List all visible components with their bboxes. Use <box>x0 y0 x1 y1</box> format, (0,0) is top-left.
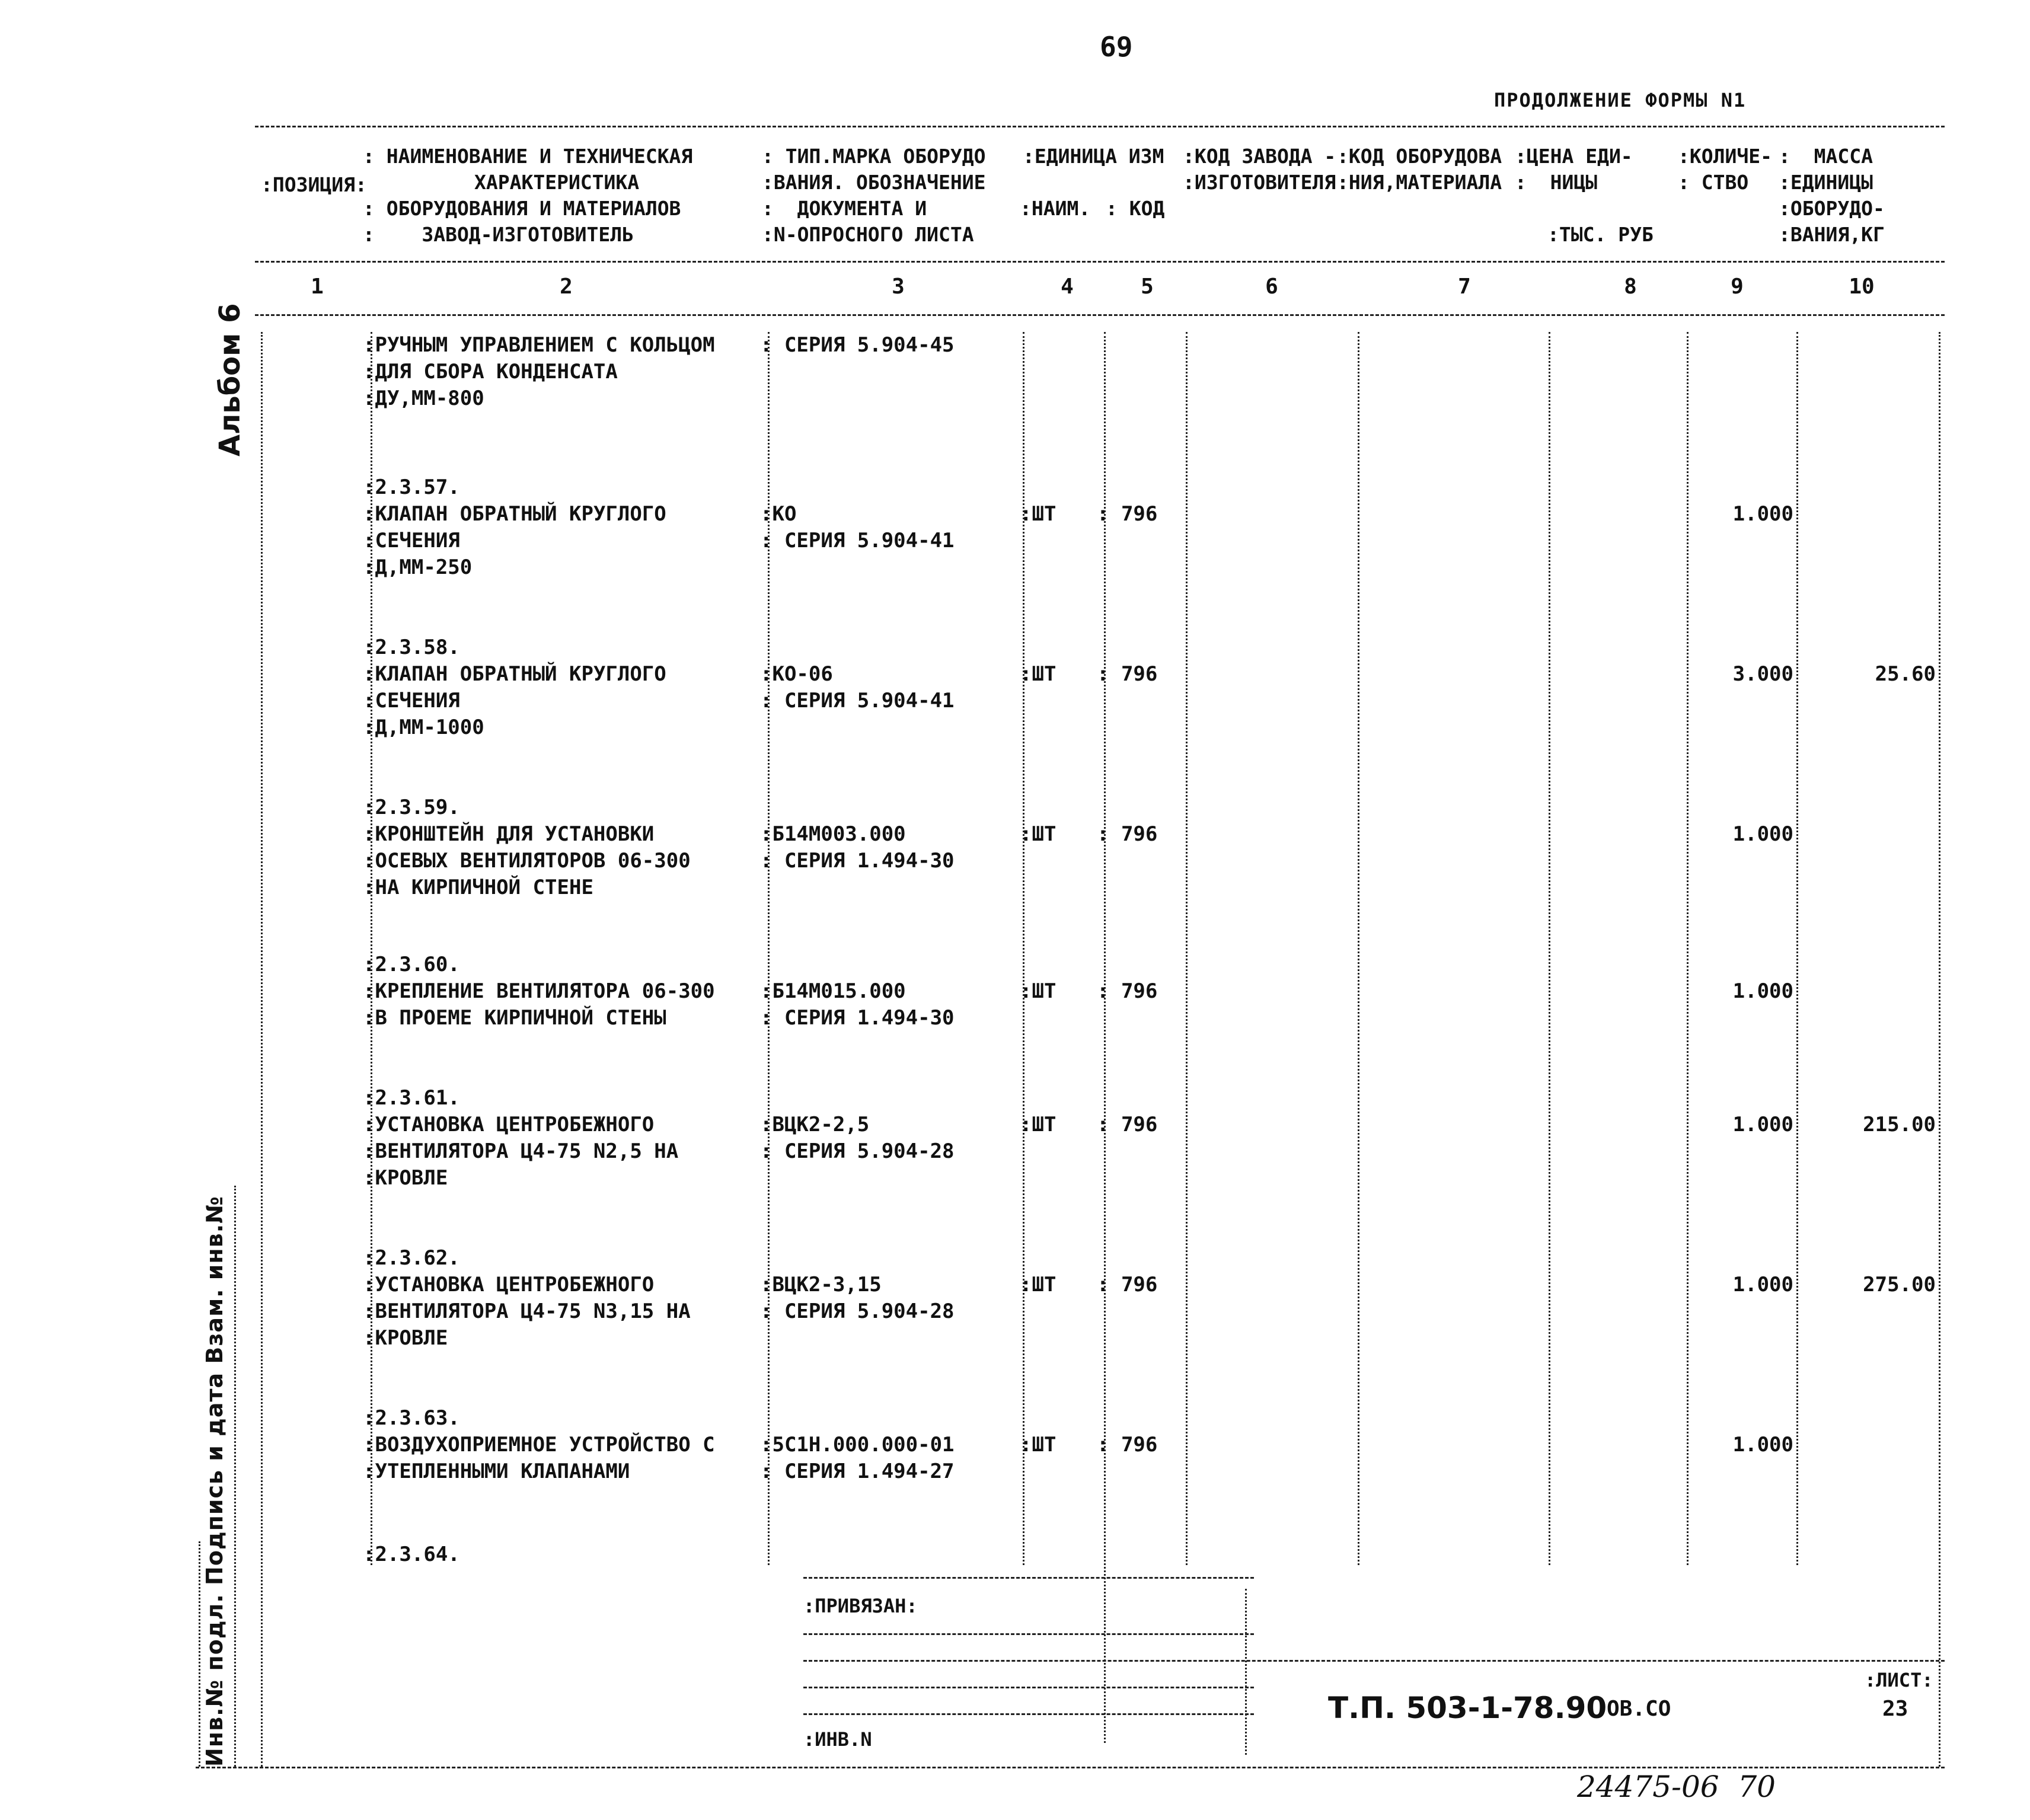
row-unit: :ШТ <box>1020 979 1057 1003</box>
row-name-line: :СЕЧЕНИЯ <box>363 529 460 553</box>
column-number-8: 8 <box>1624 274 1637 299</box>
row-type-line: :КО <box>760 502 797 526</box>
row-position: :2.3.59. <box>363 796 460 819</box>
row-position: :2.3.63. <box>363 1406 460 1430</box>
header-col5: : КОД <box>1106 197 1165 220</box>
stamp-linked-label: :ПРИВЯЗАН: <box>803 1595 918 1617</box>
column-separator <box>1104 332 1106 1743</box>
approval-side-label: Инв.№ подл. Подпись и дата Взам. инв.№ <box>202 1196 228 1767</box>
row-name-line: :КРЕПЛЕНИЕ ВЕНТИЛЯТОРА 06-300 <box>363 979 715 1003</box>
row-name-line: :СЕЧЕНИЯ <box>363 689 460 713</box>
column-separator <box>1549 332 1550 1565</box>
row-unit: :ШТ <box>1020 822 1057 846</box>
colnum-bottom-rule <box>255 314 1945 316</box>
column-number-7: 7 <box>1458 274 1471 299</box>
row-quantity: 1.000 <box>1732 979 1793 1003</box>
row-type-line: : СЕРИЯ 5.904-41 <box>760 529 955 553</box>
row-quantity: 1.000 <box>1732 1113 1793 1136</box>
stamp-inv-label: :ИНВ.N <box>803 1728 872 1751</box>
header-unit-group: :ЕДИНИЦА ИЗМ <box>1023 145 1164 168</box>
side-column-rule <box>199 1541 200 1767</box>
row-quantity: 1.000 <box>1732 822 1793 846</box>
stamp-rule <box>803 1713 1254 1715</box>
row-type-line: :ВЦК2-2,5 <box>760 1113 870 1136</box>
row-code: : 796 <box>1097 822 1158 846</box>
header-col3-line4: :N-ОПРОСНОГО ЛИСТА <box>762 223 974 246</box>
row-position: :2.3.62. <box>363 1246 460 1270</box>
column-number-6: 6 <box>1265 274 1278 299</box>
header-col3-line2: :ВАНИЯ. ОБОЗНАЧЕНИЕ <box>762 171 986 194</box>
header-col3-line1: : ТИП.МАРКА ОБОРУДО <box>762 145 986 168</box>
row-code: : 796 <box>1097 662 1158 686</box>
row-position: :2.3.61. <box>363 1086 460 1110</box>
row-name-line: :ОСЕВЫХ ВЕНТИЛЯТОРОВ 06-300 <box>363 849 691 873</box>
header-col2-line4: : ЗАВОД-ИЗГОТОВИТЕЛЬ <box>363 223 634 246</box>
stamp-rule <box>803 1660 1945 1662</box>
row-type-line: : СЕРИЯ 5.904-28 <box>760 1299 955 1323</box>
row-name-line: :КРОВЛЕ <box>363 1166 448 1190</box>
row-type-line: :Б14М003.000 <box>760 822 906 846</box>
sheet-number: 23 <box>1882 1697 1908 1721</box>
row-name-line: :В ПРОЕМЕ КИРПИЧНОЙ СТЕНЫ <box>363 1006 666 1030</box>
row-name-line: :ВЕНТИЛЯТОРА Ц4-75 N2,5 НА <box>363 1139 679 1163</box>
column-number-9: 9 <box>1731 274 1744 299</box>
document-suffix: ОВ.СО <box>1607 1697 1671 1721</box>
header-col10-line3: :ОБОРУДО- <box>1779 197 1885 220</box>
row-type-line: :КО-06 <box>760 662 833 686</box>
row-position: :2.3.60. <box>363 953 460 976</box>
row-code: : 796 <box>1097 1113 1158 1136</box>
column-separator <box>1358 332 1359 1565</box>
row-name-line: :УСТАНОВКА ЦЕНТРОБЕЖНОГО <box>363 1113 655 1136</box>
column-number-4: 4 <box>1061 274 1074 299</box>
row-quantity: 1.000 <box>1732 1273 1793 1297</box>
table-bottom-rule <box>196 1767 1945 1768</box>
row-code: : 796 <box>1097 1273 1158 1297</box>
header-col10-line1: : МАССА <box>1779 145 1873 168</box>
row-name-line: :ДУ,ММ-800 <box>363 387 484 410</box>
page-number: 69 <box>1100 31 1133 63</box>
header-col8-line1: :ЦЕНА ЕДИ- <box>1515 145 1633 168</box>
row-name-line: :Д,ММ-1000 <box>363 716 484 739</box>
header-col1: :ПОЗИЦИЯ: <box>261 173 367 196</box>
row-type-line: : СЕРИЯ 1.494-30 <box>760 1006 955 1030</box>
row-name-line: :КЛАПАН ОБРАТНЫЙ КРУГЛОГО <box>363 662 666 686</box>
row-name-line: :УСТАНОВКА ЦЕНТРОБЕЖНОГО <box>363 1273 655 1297</box>
header-col8-line3: :ТЫС. РУБ <box>1547 223 1654 246</box>
row-unit: :ШТ <box>1020 1433 1057 1457</box>
album-side-label: Альбом 6 <box>213 303 247 456</box>
row-type-line: : СЕРИЯ 5.904-28 <box>760 1139 955 1163</box>
row-name-line: :ДЛЯ СБОРА КОНДЕНСАТА <box>363 360 618 384</box>
column-number-5: 5 <box>1141 274 1154 299</box>
row-type-line: : СЕРИЯ 5.904-41 <box>760 689 955 713</box>
row-position: :2.3.57. <box>363 475 460 499</box>
row-name-line: :Д,ММ-250 <box>363 555 473 579</box>
row-name-line: :УТЕПЛЕННЫМИ КЛАПАНАМИ <box>363 1460 630 1483</box>
header-col8-line2: : НИЦЫ <box>1515 171 1598 194</box>
row-name-line: :НА КИРПИЧНОЙ СТЕНЕ <box>363 876 593 899</box>
row-unit: :ШТ <box>1020 1113 1057 1136</box>
row-type-line: : СЕРИЯ 1.494-30 <box>760 849 955 873</box>
row-position: :2.3.58. <box>363 636 460 659</box>
form-continuation-title: ПРОДОЛЖЕНИЕ ФОРМЫ N1 <box>1494 89 1747 111</box>
column-number-10: 10 <box>1849 274 1875 299</box>
table-top-rule <box>255 126 1945 127</box>
row-code: : 796 <box>1097 1433 1158 1457</box>
header-col10-line2: :ЕДИНИЦЫ <box>1779 171 1873 194</box>
row-quantity: 1.000 <box>1732 1433 1793 1457</box>
header-col10-line4: :ВАНИЯ,КГ <box>1779 223 1885 246</box>
column-number-2: 2 <box>560 274 573 299</box>
row-type-line: : СЕРИЯ 1.494-27 <box>760 1460 955 1483</box>
stamp-top-rule <box>803 1577 1254 1579</box>
header-col3-line3: : ДОКУМЕНТА И <box>762 197 927 220</box>
row-type-line: : СЕРИЯ 5.904-45 <box>760 333 955 357</box>
column-separator <box>1186 332 1188 1565</box>
row-type-line: :5С1Н.000.000-01 <box>760 1433 955 1457</box>
document-code: Т.П. 503-1-78.90 <box>1328 1691 1607 1725</box>
header-col2-line2: ХАРАКТЕРИСТИКА <box>474 171 640 194</box>
header-col7-line2: :НИЯ,МАТЕРИАЛА <box>1337 171 1502 194</box>
row-name-line: :ВОЗДУХОПРИЕМНОЕ УСТРОЙСТВО С <box>363 1433 715 1457</box>
row-name-line: :КРОНШТЕЙН ДЛЯ УСТАНОВКИ <box>363 822 655 846</box>
row-mass: 25.60 <box>1875 662 1936 686</box>
stamp-separator <box>1245 1589 1247 1755</box>
row-code: : 796 <box>1097 502 1158 526</box>
header-col2-line1: : НАИМЕНОВАНИЕ И ТЕХНИЧЕСКАЯ <box>363 145 693 168</box>
row-mass: 275.00 <box>1863 1273 1936 1297</box>
side-column-rule <box>234 1186 236 1767</box>
row-unit: :ШТ <box>1020 502 1057 526</box>
row-code: : 796 <box>1097 979 1158 1003</box>
column-separator <box>261 332 263 1767</box>
handwritten-number: 24475-06 70 <box>1577 1770 1776 1804</box>
header-col9-line2: : СТВО <box>1678 171 1749 194</box>
row-quantity: 3.000 <box>1732 662 1793 686</box>
row-name-line: :РУЧНЫМ УПРАВЛЕНИЕМ С КОЛЬЦОМ <box>363 333 715 357</box>
row-name-line: :КРОВЛЕ <box>363 1326 448 1350</box>
row-name-line: :ВЕНТИЛЯТОРА Ц4-75 N3,15 НА <box>363 1299 691 1323</box>
column-number-3: 3 <box>892 274 905 299</box>
row-mass: 215.00 <box>1863 1113 1936 1136</box>
header-col6-line2: :ИЗГОТОВИТЕЛЯ <box>1183 171 1336 194</box>
row-name-line: :КЛАПАН ОБРАТНЫЙ КРУГЛОГО <box>363 502 666 526</box>
row-unit: :ШТ <box>1020 662 1057 686</box>
row-position: :2.3.64. <box>363 1543 460 1566</box>
row-quantity: 1.000 <box>1732 502 1793 526</box>
column-number-1: 1 <box>311 274 324 299</box>
header-col7-line1: :КОД ОБОРУДОВА <box>1337 145 1502 168</box>
header-col2-line3: : ОБОРУДОВАНИЯ И МАТЕРИАЛОВ <box>363 197 681 220</box>
header-col4: :НАИМ. <box>1020 197 1091 220</box>
column-separator <box>1939 332 1940 1767</box>
header-bottom-rule <box>255 261 1945 263</box>
header-col9-line1: :КОЛИЧЕ- <box>1678 145 1772 168</box>
stamp-rule <box>803 1687 1254 1688</box>
sheet-label: :ЛИСТ: <box>1865 1669 1933 1691</box>
header-col6-line1: :КОД ЗАВОДА - <box>1183 145 1336 168</box>
column-separator <box>1796 332 1798 1565</box>
stamp-rule <box>803 1633 1254 1635</box>
row-type-line: :ВЦК2-3,15 <box>760 1273 882 1297</box>
row-unit: :ШТ <box>1020 1273 1057 1297</box>
row-type-line: :Б14М015.000 <box>760 979 906 1003</box>
